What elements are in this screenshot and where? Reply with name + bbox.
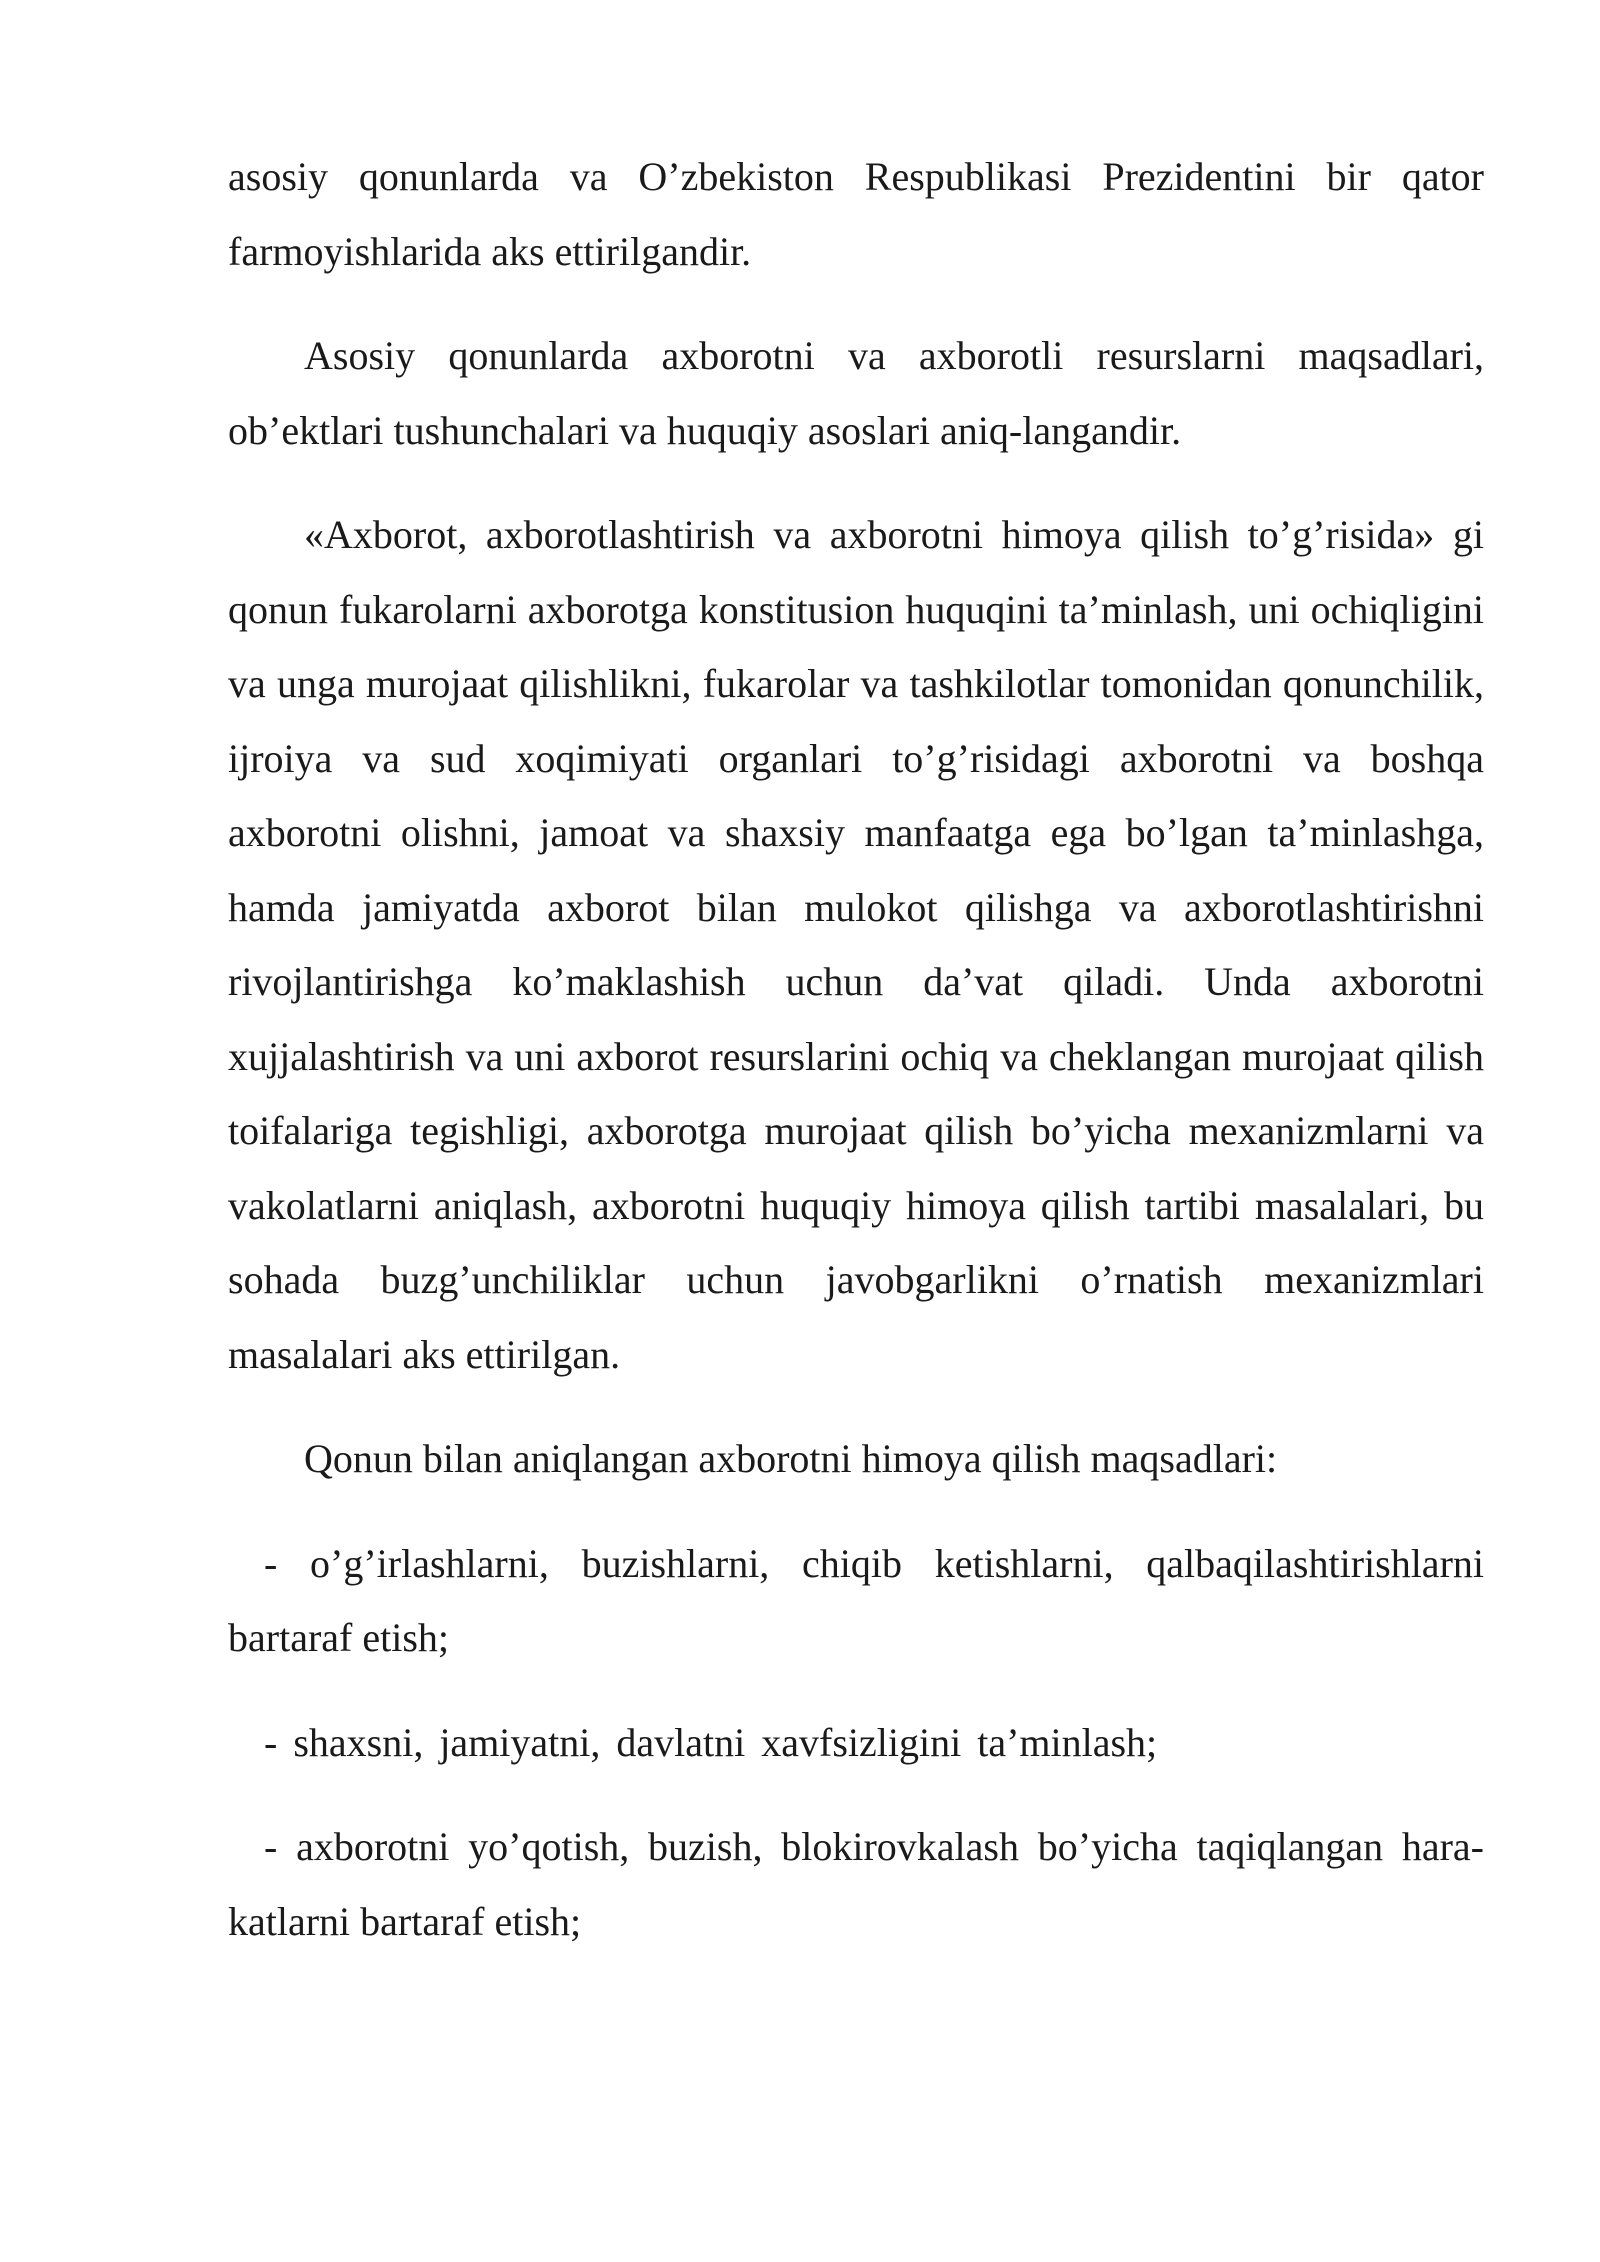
list-item-prevent-unauthorized-actions: - axborotni yo’qotish, buzish, blokirovkalash bo’yicha taqiqlangan hara-katlarni bartaraf etish;: [228, 1824, 1484, 1944]
paragraph-information-law: «Axborot, axborotlashtirish va axborotni himoya qilish to’g’risida» gi qonun fukarolarni axborotga konstitusion huquqini ta’minlash, uni ochiqligini va unga murojaat qilishlikni, fukarolar va tashkilotlar tomonidan qonunchilik, ijroiya va sud xoqimiyati organlari to’g’risidagi axborotni va boshqa axborotni olishni, jamoat va shaxsiy manfaatga ega bo’lgan ta’minlashga, hamda jamiyatda axborot bilan mulokot qilishga va axborotlashtirishni rivojlantirishga ko’maklashish uchun da’vat qiladi. Unda axborotni xujjalashtirish va uni axborot resurslarini ochiq va cheklangan murojaat qilish toifalariga tegishligi, axborotga murojaat qilish bo’yicha mexanizmlarni va vakolatlarni aniqlash, axborotni huquqiy himoya qilish tartibi masalalari, bu sohada buzg’unchiliklar uchun javobgarlikni o’rnatish mexanizmlari masalalari aks ettirilgan.: [228, 512, 1484, 1377]
paragraph-protection-goals-heading: Qonun bilan aniqlangan axborotni himoya qilish maqsadlari:: [304, 1436, 1278, 1481]
paragraph-continuation: asosiy qonunlarda va O’zbekiston Respublikasi Prezidentini bir qator farmoyishlarida aks ettirilgandir.: [228, 154, 1484, 274]
document-page: [228, 140, 1484, 1989]
list-item-prevent-theft: - o’g’irlashlarni, buzishlarni, chiqib ketishlarni, qalbaqilashtirishlarni bartaraf etish;: [228, 1540, 1484, 1660]
list-item-ensure-security: - shaxsni, jamiyatni, davlatni xavfsizligini ta’minlash;: [264, 1719, 1158, 1765]
paragraph-basic-laws: Asosiy qonunlarda axborotni va axborotli resurslarni maqsadlari, ob’ektlari tushunchalari va huquqiy asoslari aniq-langandir.: [228, 333, 1484, 453]
